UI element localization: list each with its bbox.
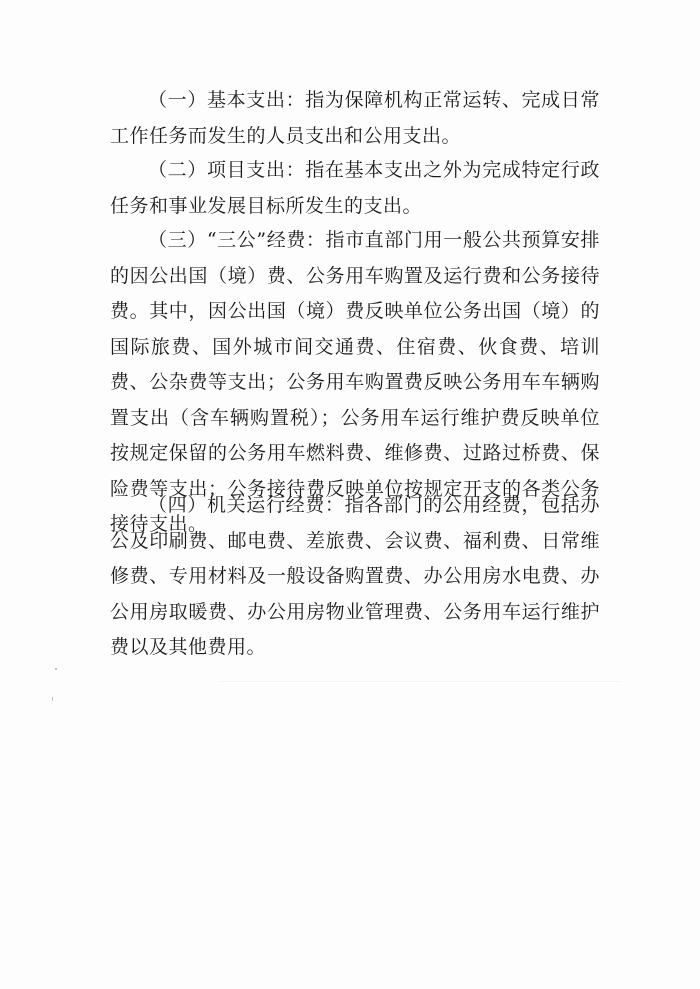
paragraph-agency-operating-expenses: （四）机关运行经费：指各部门的公用经费，包括办公及印刷费、邮电费、差旅费、会议费、福利费、日常维修费、专用材料及一般设备购置费、办公用房水电费、办公用房取暖费、办公用房物业管理费、公务用车运行维护费以及其他费用。 xyxy=(110,494,600,658)
paragraph-project-expenditure: （二）项目支出：指在基本支出之外为完成特定行政任务和事业发展目标所发生的支出。 xyxy=(110,159,600,217)
scan-speck xyxy=(55,668,57,670)
paragraph-basic-expenditure: （一）基本支出：指为保障机构正常运转、完成日常工作任务而发生的人员支出和公用支出。 xyxy=(110,89,600,147)
scan-speck xyxy=(52,697,53,701)
scan-artifact-line xyxy=(220,681,620,682)
paragraph-three-public-expenses: （三）“三公”经费：指市直部门用一般公共预算安排的因公出国（境）费、公务用车购置及运行费和公务接待费。其中，因公出国（境）费反映单位公务出国（境）的国际旅费、国外城市间交通费、住宿费、伙食费、培训费、公杂费等支出；公务用车购置费反映公务用车车辆购置支出（含车辆购置税）；公务用车运行维护费反映单位按规定保留的公务用车燃料费、维修费、过路过桥费、保险费等支出；公务接待费反映单位按规定开支的各类公务接待支出。 xyxy=(110,229,600,535)
